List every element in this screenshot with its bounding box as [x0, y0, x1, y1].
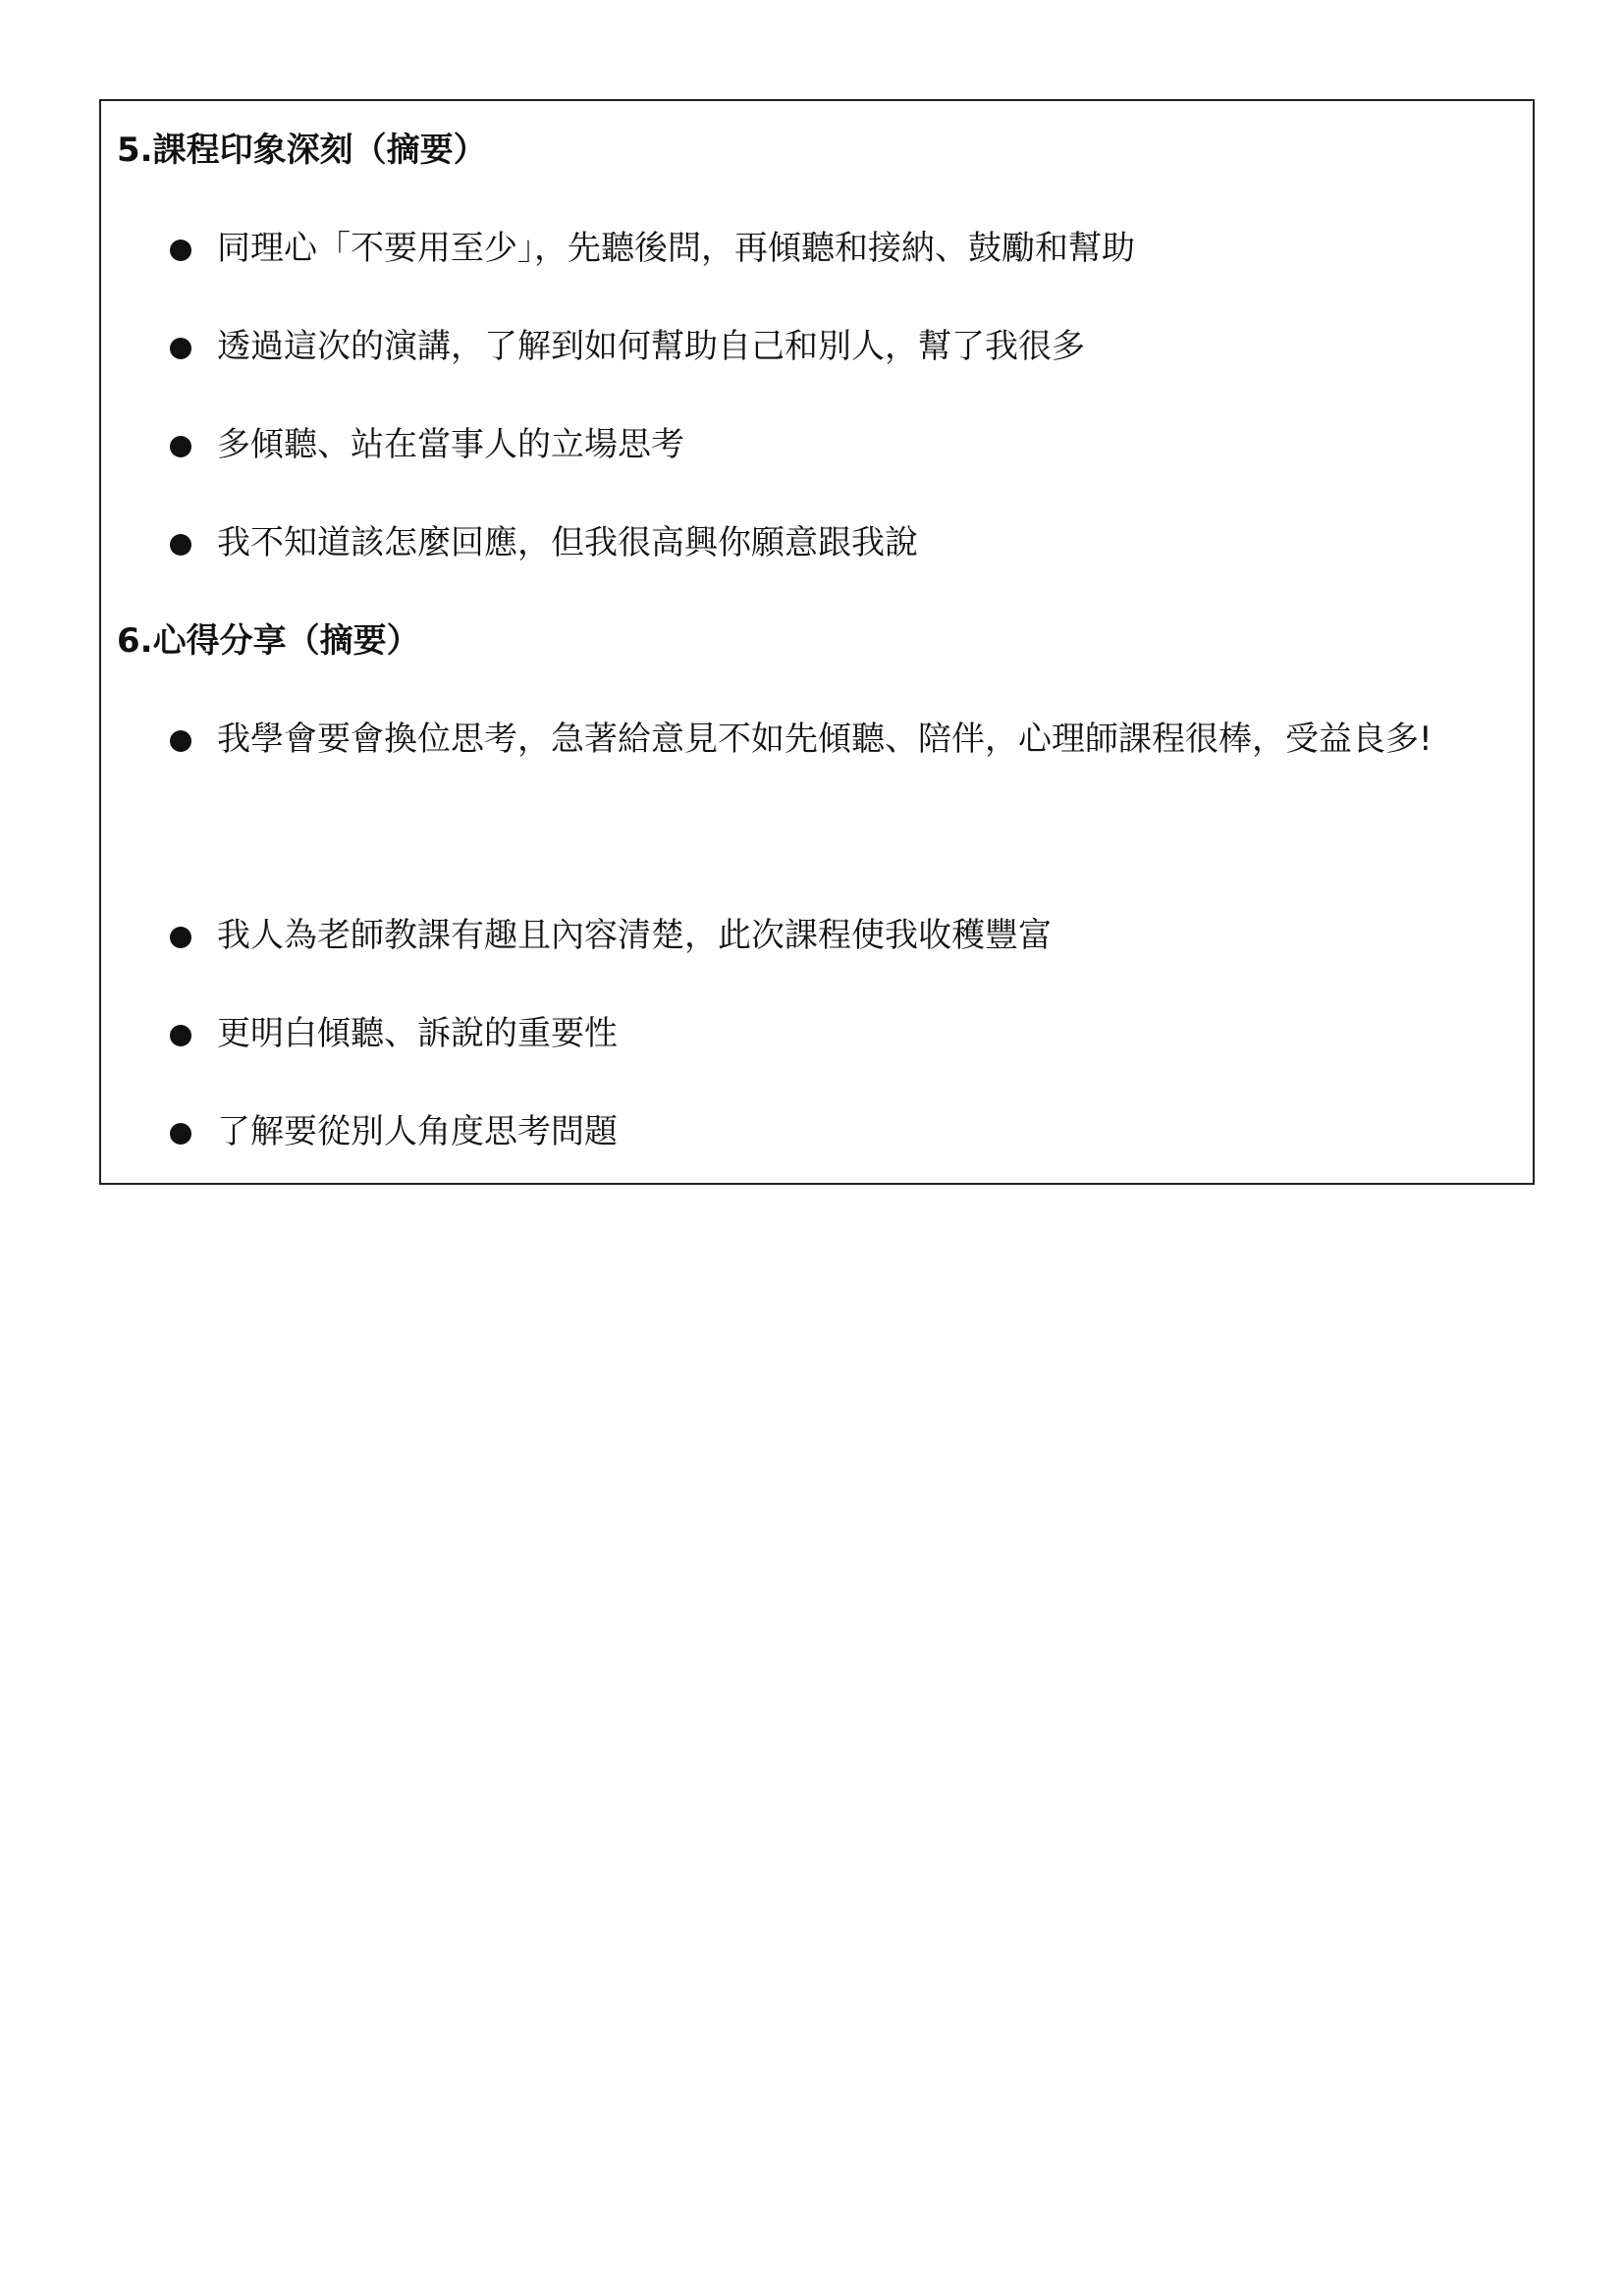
- section-heading-impressions: 5.課程印象深刻（摘要）: [117, 131, 487, 170]
- list-item-text: 我不知道該怎麼回應，但我很高興你願意跟我說: [217, 523, 918, 562]
- list-item-text: 更明白傾聽、訴說的重要性: [217, 1014, 618, 1053]
- summary-box: [99, 99, 1535, 1185]
- bullet-icon: [170, 1025, 191, 1046]
- section-heading-reflections: 6.心得分享（摘要）: [117, 621, 420, 661]
- list-item-text: 了解要從別人角度思考問題: [217, 1112, 618, 1151]
- bullet-icon: [170, 730, 191, 752]
- bullet-icon: [170, 534, 191, 556]
- bullet-icon: [170, 1123, 191, 1145]
- bullet-icon: [170, 338, 191, 359]
- bullet-icon: [170, 436, 191, 457]
- list-item-text: 透過這次的演講，了解到如何幫助自己和別人，幫了我很多: [217, 327, 1085, 366]
- list-item-text: 同理心「不要用至少」，先聽後問，再傾聽和接納、鼓勵和幫助: [217, 229, 1135, 268]
- bullet-icon: [170, 240, 191, 261]
- list-item-text: 我人為老師教課有趣且內容清楚，此次課程使我收穫豐富: [217, 916, 1052, 955]
- list-item-text: 多傾聽、站在當事人的立場思考: [217, 425, 684, 464]
- list-item-text: 我學會要會換位思考，急著給意見不如先傾聽、陪伴，心理師課程很棒，受益良多!: [217, 720, 1433, 759]
- bullet-icon: [170, 927, 191, 948]
